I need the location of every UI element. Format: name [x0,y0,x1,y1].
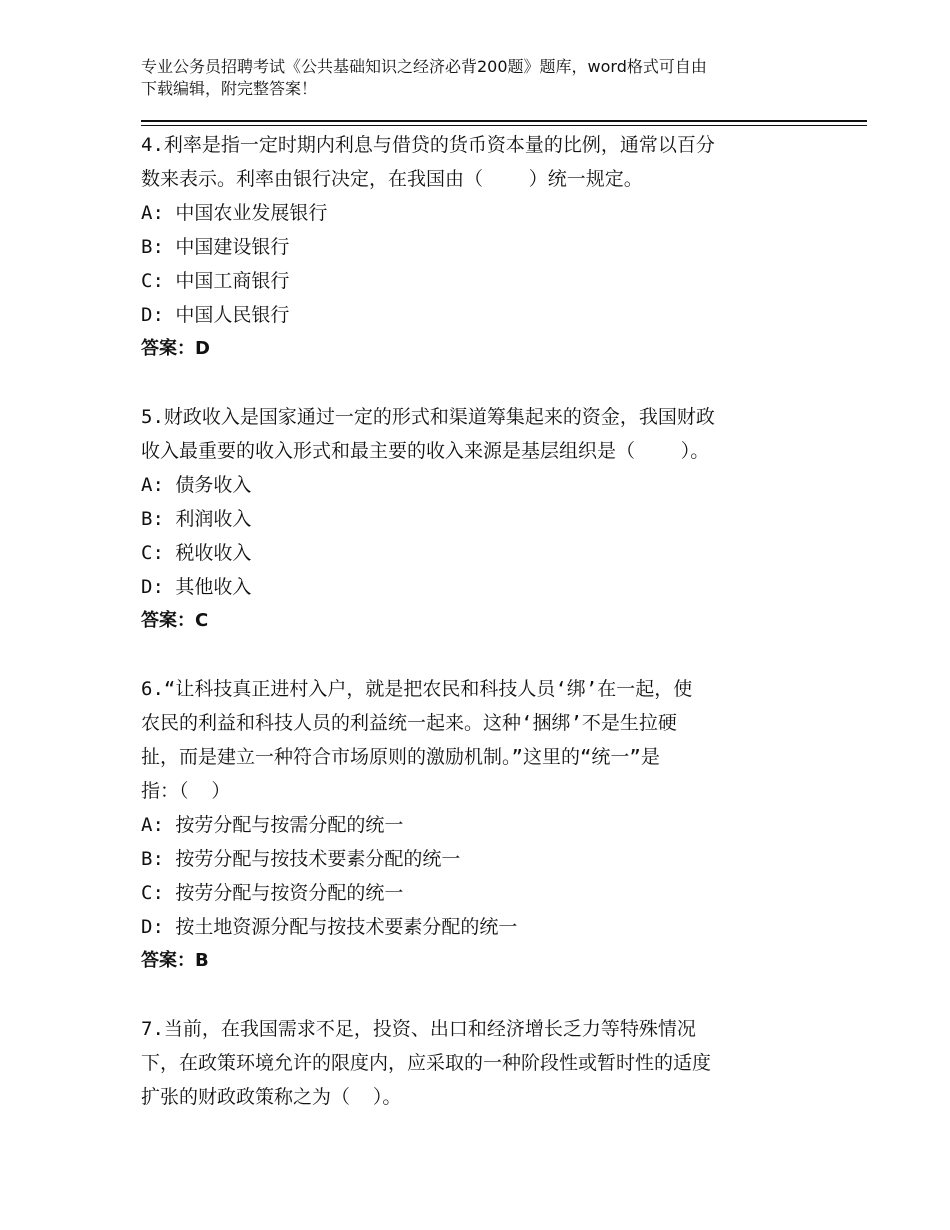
document-header [141,56,821,100]
option-b: B: 利润收入 [141,508,252,530]
option-b: B: 按劳分配与按技术要素分配的统一 [141,848,461,870]
question-stem-line: 扯，而是建立一种符合市场原则的激励机制。”这里的“统一”是 [141,746,660,768]
answer: 答案：C [141,610,209,631]
option-c: C: 按劳分配与按资分配的统一 [141,882,404,904]
answer: 答案：D [141,338,210,359]
header-line-2: 下载编辑，附完整答案！ [141,79,318,98]
question-stem-line: 收入最重要的收入形式和最主要的收入来源是基层组织是（ ）。 [141,440,710,462]
question-stem-line: 指：（ ） [141,780,231,802]
option-c: C: 中国工商银行 [141,270,290,292]
option-a: A: 债务收入 [141,474,252,496]
header-divider-thin [141,125,867,126]
answer: 答案：B [141,950,209,971]
question-stem-line: 7.当前，在我国需求不足，投资、出口和经济增长乏力等特殊情况 [141,1018,696,1040]
question-4 [141,128,821,366]
question-5 [141,400,821,638]
question-stem-line: 6.“让科技真正进村入户，就是把农民和科技人员‘绑’在一起，使 [141,678,693,700]
question-stem-line: 扩张的财政政策称之为（ ）。 [141,1086,402,1108]
option-d: D: 按土地资源分配与按技术要素分配的统一 [141,916,518,938]
header-divider-thick [141,120,867,122]
question-stem-line: 4.利率是指一定时期内利息与借贷的货币资本量的比例，通常以百分 [141,134,715,156]
question-stem-line: 下，在政策环境允许的限度内，应采取的一种阶段性或暂时性的适度 [141,1052,712,1074]
option-a: A: 按劳分配与按需分配的统一 [141,814,404,836]
question-list [141,128,821,1114]
option-d: D: 其他收入 [141,576,252,598]
option-d: D: 中国人民银行 [141,304,290,326]
header-line-1: 专业公务员招聘考试《公共基础知识之经济必背200题》题库，word格式可自由 [141,57,707,76]
question-6 [141,672,821,978]
option-b: B: 中国建设银行 [141,236,290,258]
question-stem-line: 数来表示。利率由银行决定，在我国由（ ）统一规定。 [141,168,643,190]
question-stem-line: 农民的利益和科技人员的利益统一起来。这种‘捆绑’不是生拉硬 [141,712,677,734]
option-c: C: 税收收入 [141,542,252,564]
question-stem-line: 5.财政收入是国家通过一定的形式和渠道筹集起来的资金，我国财政 [141,406,715,428]
question-7 [141,1012,821,1114]
option-a: A: 中国农业发展银行 [141,202,328,224]
